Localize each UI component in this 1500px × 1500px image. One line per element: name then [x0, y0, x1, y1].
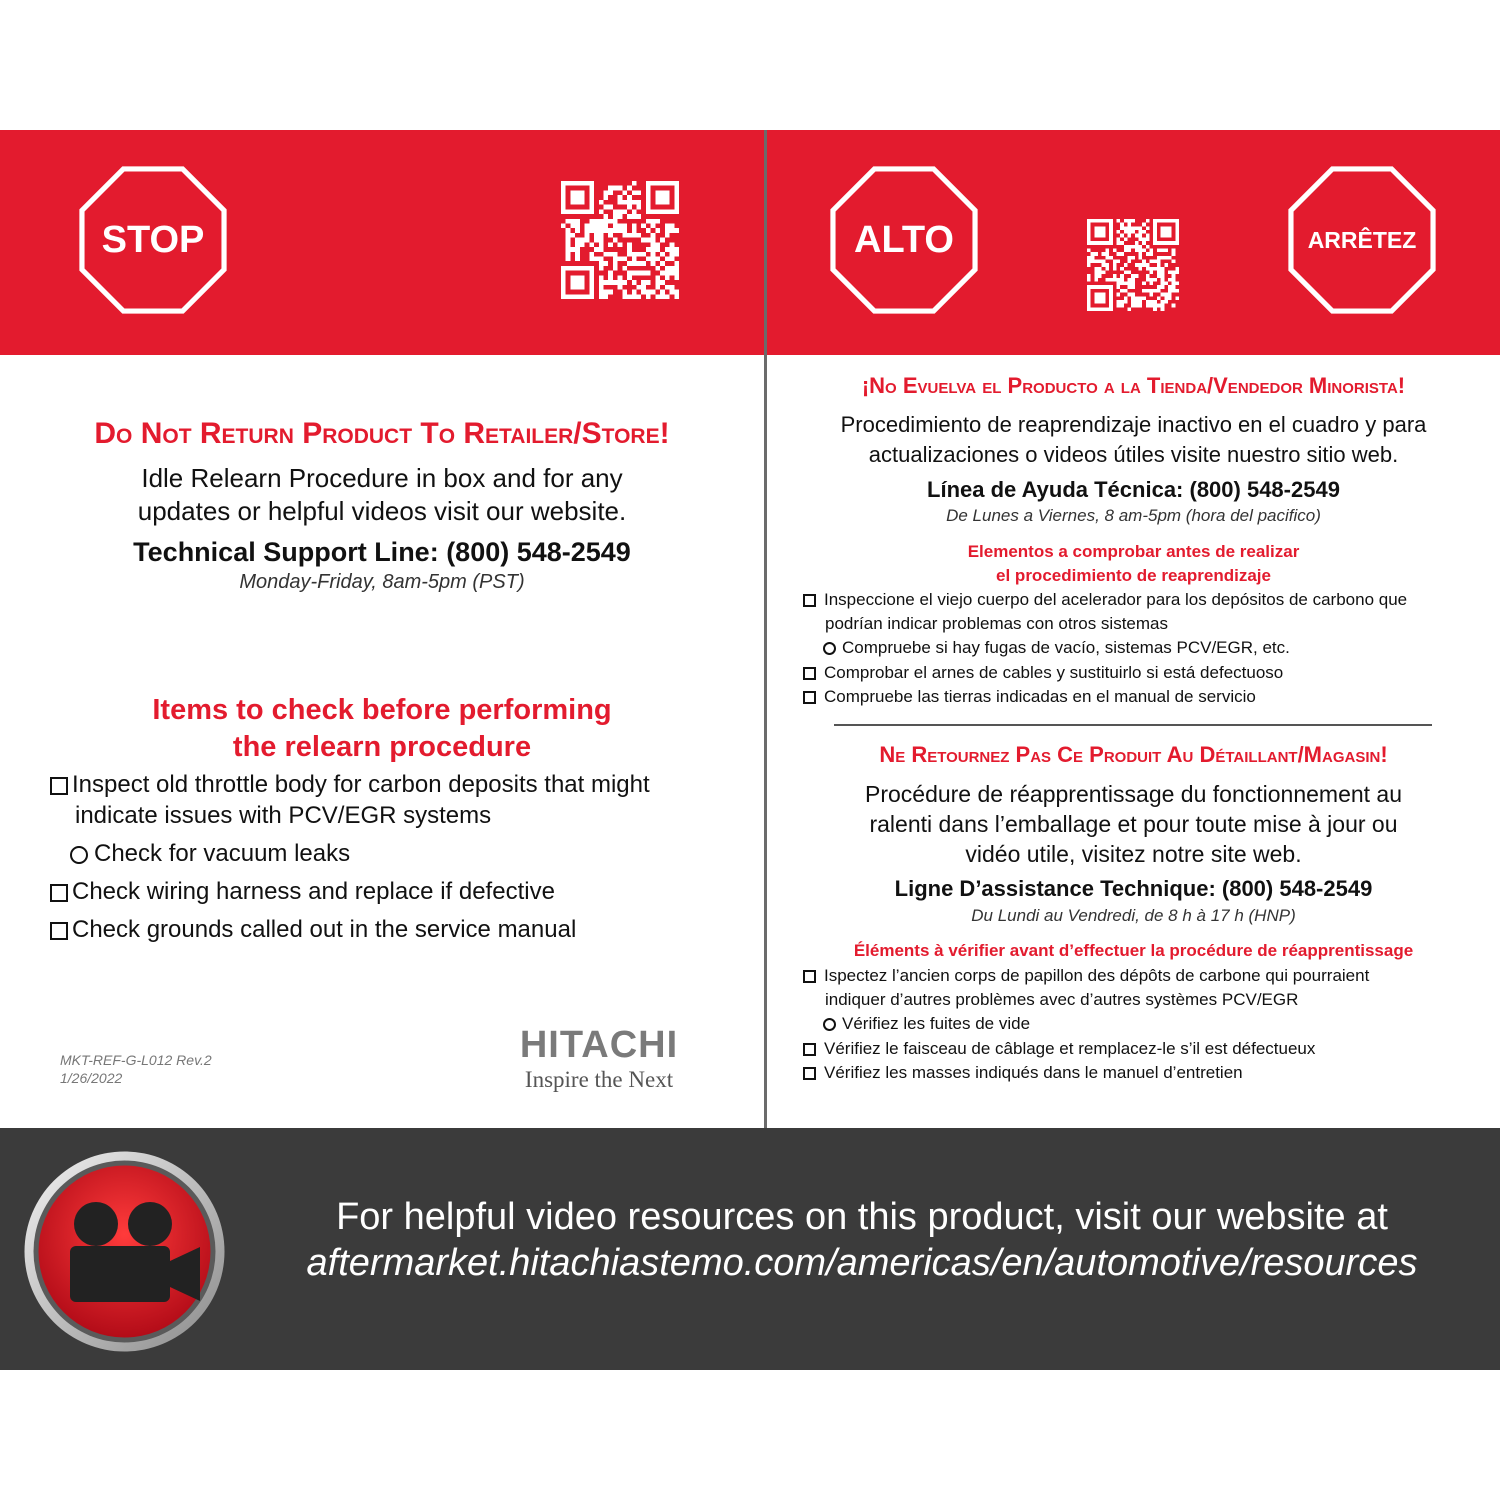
hitachi-tagline: Inspire the Next: [524, 1067, 674, 1092]
left-body-line: Idle Relearn Procedure in box and for any: [141, 463, 623, 493]
es-checklist-item: [803, 663, 1283, 683]
es-body-line: Procedimiento de reaprendizaje inactivo en el cuadro y para: [840, 412, 1427, 437]
left-support-line: Technical Support Line: (800) 548-2549: [133, 537, 631, 567]
stop-sign-label: STOP: [101, 218, 205, 261]
es-check-heading-line: Elementos a comprobar antes de realizar: [967, 542, 1300, 561]
fr-body-line: vidéo utile, visitez notre site web.: [965, 841, 1302, 867]
fr-checklist-item: [803, 1039, 1315, 1059]
qr-code-icon[interactable]: [561, 181, 679, 299]
es-checklist-item: [803, 687, 1256, 707]
checkbox-icon[interactable]: [803, 1067, 816, 1080]
fr-body: [767, 779, 1500, 869]
doc-code-text: MKT-REF-G-L012 Rev.2: [60, 1052, 212, 1068]
left-body: [0, 462, 764, 528]
es-checklist-item-continued: podrían indicar problemas con otros sistemas: [825, 614, 1168, 633]
es-check-heading: [767, 540, 1500, 588]
checkbox-icon[interactable]: [803, 970, 816, 983]
left-check-heading-line: Items to check before performing: [152, 694, 612, 726]
qr-code-icon[interactable]: [1087, 219, 1179, 311]
checklist-item-continued: indicate issues with PCV/EGR systems: [75, 802, 492, 829]
fr-heading: Ne Retournez Pas Ce Produit Au Détaillant/Magasin!: [879, 742, 1388, 767]
circle-bullet-icon: [823, 1018, 836, 1031]
alto-sign-label: ALTO: [854, 218, 954, 261]
checklist-text: Inspect old throttle body for carbon deposits that might: [72, 771, 650, 798]
hitachi-logo: [494, 1024, 704, 1093]
checklist-text: Ispectez l’ancien corps de papillon des dépôts de carbone qui pourraient: [824, 966, 1370, 985]
checklist-subitem: [70, 840, 350, 868]
left-body-line: updates or helpful videos visit our website.: [137, 496, 627, 526]
left-check-heading: [0, 692, 764, 766]
footer-url[interactable]: aftermarket.hitachiastemo.com/americas/en/automotive/resources: [306, 1242, 1418, 1284]
checkbox-icon[interactable]: [50, 884, 68, 902]
checklist-text: Comprobar el arnes de cables y sustituirlo si está defectuoso: [824, 663, 1284, 682]
checkbox-icon[interactable]: [803, 594, 816, 607]
fr-checklist-subitem: [823, 1014, 1030, 1034]
circle-bullet-icon: [823, 642, 836, 655]
es-hours: De Lunes a Viernes, 8 am-5pm (hora del pacifico): [946, 506, 1321, 525]
checklist-text: Vérifiez les fuites de vide: [842, 1014, 1031, 1033]
checkbox-icon[interactable]: [803, 667, 816, 680]
fr-checklist-item: [803, 1063, 1243, 1083]
fr-check-heading: Éléments à vérifier avant d’effectuer la procédure de réapprentissage: [853, 941, 1414, 960]
es-heading: ¡No Evuelva el Producto a la Tienda/Vendedor Minorista!: [861, 373, 1406, 398]
checklist-text: Compruebe si hay fugas de vacío, sistemas PCV/EGR, etc.: [842, 638, 1290, 657]
fr-body-line: ralenti dans l’emballage et pour toute mise à jour ou: [869, 811, 1398, 837]
es-body-line: actualizaciones o videos útiles visite nuestro sitio web.: [868, 442, 1399, 467]
checklist-text: Vérifiez les masses indiqués dans le manuel d’entretien: [824, 1063, 1243, 1082]
checklist-text: Compruebe las tierras indicadas en el manual de servicio: [824, 687, 1256, 706]
arretez-sign-label: ARRÊTEZ: [1307, 226, 1417, 253]
checklist-text: Inspeccione el viejo cuerpo del acelerador para los depósitos de carbono que: [824, 590, 1408, 609]
alto-sign-icon: [830, 166, 978, 314]
checkbox-icon[interactable]: [803, 1043, 816, 1056]
doc-date-text: 1/26/2022: [60, 1070, 123, 1086]
hitachi-wordmark: HITACHI: [519, 1024, 679, 1066]
checklist-item: [50, 771, 650, 799]
fr-hours: Du Lundi au Vendredi, de 8 h à 17 h (HNP): [971, 906, 1296, 925]
circle-bullet-icon: [70, 846, 88, 864]
left-hours: Monday-Friday, 8am-5pm (PST): [239, 571, 525, 593]
document-code: [60, 1051, 212, 1087]
es-check-heading-line: el procedimiento de reaprendizaje: [996, 566, 1271, 585]
checklist-text: Check for vacuum leaks: [94, 840, 351, 867]
checklist-text: Check wiring harness and replace if defective: [72, 878, 555, 905]
es-checklist-item: [803, 590, 1407, 610]
checklist-text: Check grounds called out in the service manual: [72, 916, 577, 943]
center-divider: [764, 130, 767, 1128]
stop-sign-icon: [79, 166, 227, 314]
fr-body-line: Procédure de réapprentissage du fonctionnement au: [864, 781, 1403, 807]
checkbox-icon[interactable]: [50, 922, 68, 940]
checklist-text: Vérifiez le faisceau de câblage et remplacez-le s’il est défectueux: [824, 1039, 1316, 1058]
checkbox-icon[interactable]: [50, 777, 68, 795]
footer-line-1: For helpful video resources on this product, visit our website at: [336, 1196, 1388, 1238]
section-rule: [834, 724, 1432, 726]
checklist-item: [50, 916, 576, 944]
checkbox-icon[interactable]: [803, 691, 816, 704]
left-check-heading-line: the relearn procedure: [232, 731, 532, 763]
video-camera-icon[interactable]: [22, 1149, 227, 1354]
left-heading: Do Not Return Product To Retailer/Store!: [94, 417, 670, 450]
es-checklist-subitem: [823, 638, 1290, 658]
es-support-line: Línea de Ayuda Técnica: (800) 548-2549: [927, 477, 1340, 502]
es-body: [767, 410, 1500, 470]
fr-checklist-item-continued: indiquer d’autres problèmes avec d’autres systèmes PCV/EGR: [825, 990, 1299, 1009]
fr-support-line: Ligne D’assistance Technique: (800) 548-2549: [894, 876, 1373, 901]
arretez-sign-icon: [1288, 166, 1436, 314]
fr-checklist-item: [803, 966, 1369, 986]
checklist-item: [50, 878, 555, 906]
